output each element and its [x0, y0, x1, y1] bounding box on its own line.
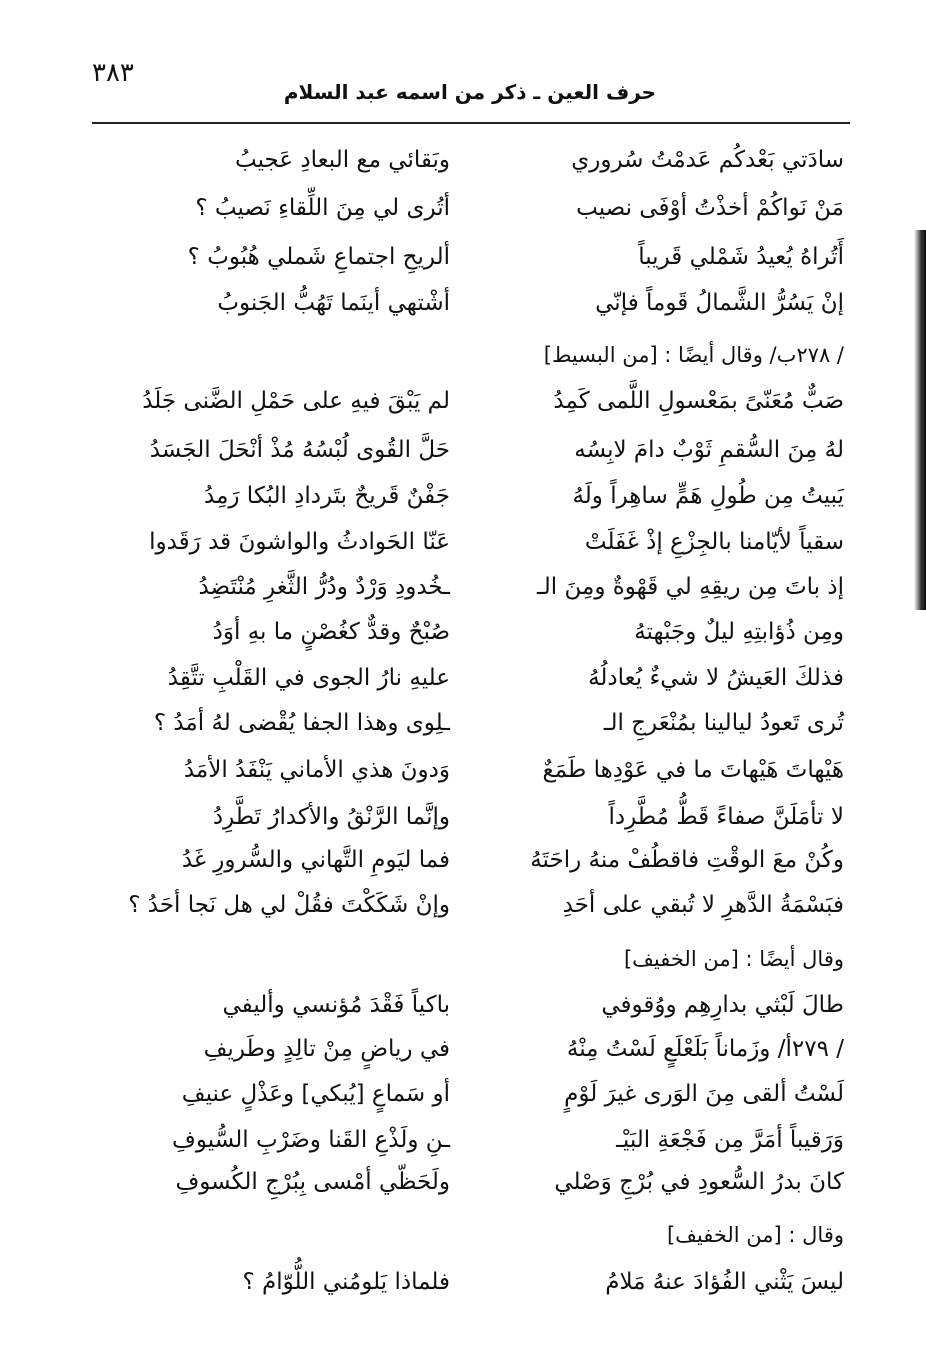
- poem1-left-line: وبَقائي مع البعادِ عَجيبُ: [235, 147, 450, 173]
- poem3-left-line: ـنِ ولَذْعِ القَنا وضَرْبِ السُّيوفِ: [172, 1127, 450, 1153]
- section-heading: وقال : [من الخفيف]: [666, 1223, 844, 1247]
- poem2-left-line: لم يَبْقَ فيهِ على حَمْلِ الضَّنى جَلَدُ: [142, 388, 450, 414]
- poem2-left-line: وَدونَ هذي الأماني يَنْفَدُ الأمَدُ: [183, 757, 450, 783]
- poem1-left-line: أتُرى لي مِنَ اللِّقاءِ نَصيبُ ؟: [195, 195, 450, 221]
- poem2-left-line: فما ليَومِ التَّهاني والسُّرورِ غَدُ: [181, 847, 450, 873]
- page-number: ٣٨٣: [92, 58, 134, 88]
- poem2-left-line: وإنْ شَكَكْتَ فقُلْ لي هل نَجا أحَدُ ؟: [128, 892, 450, 918]
- poem2-right-line: تُرى تَعودُ ليالينا بمُنْعَرجِ الـ: [603, 710, 844, 736]
- poem1-right-line: إنْ يَسُرُّ الشَّمالُ قَوماً فإنّي: [595, 290, 844, 316]
- header-rule: [92, 122, 850, 124]
- poem2-left-line: ـلِوى وهذا الجفا يُقْضى لهُ أمَدُ ؟: [153, 710, 450, 736]
- poem2-right-line: إذ باتَ مِن ريقِهِ لي قَهْوةٌ ومِنَ الـ: [537, 574, 844, 600]
- poem2-left-line: جَفْنٌ قَريحٌ بتَردادِ البُكا رَمِدُ: [204, 483, 450, 509]
- running-header: حرف العين ـ ذكر من اسمه عبد السلام: [283, 80, 657, 104]
- poem2-left-line: حَلَّ القُوى لُبْسُهُ مُذْ أنْحَلَ الجَسَدُ: [149, 437, 450, 463]
- section-heading: وقال أيضًا : [من الخفيف]: [623, 947, 844, 971]
- poem3-right-line: طالَ لَبْثي بدارِهِم ووُقوفي: [601, 992, 844, 1018]
- poem2-right-line: فبَسْمَةُ الدَّهرِ لا تُبقي على أحَدِ: [562, 892, 844, 918]
- poem1-left-line: أشْتهي أينَما تَهُبُّ الجَنوبُ: [217, 290, 450, 316]
- poem2-right-line: يَبيتُ مِن طُولِ هَمٍّ ساهِراً ولَهُ: [572, 483, 844, 509]
- scan-edge-shadow: [914, 230, 926, 610]
- poem2-left-line: وإنَّما الرَّنْقُ والأكدارُ تَطَّرِدُ: [212, 804, 450, 830]
- poem3-right-line: وَرَقيباً أمَرَّ مِن فَجْعَةِ البَيْـ: [616, 1127, 844, 1153]
- poem3-left-line: أو سَماعٍ [يُبكي] وعَذْلٍ عنيفِ: [181, 1081, 450, 1107]
- poem3-right-line: كانَ بدرُ السُّعودِ في بُرْجِ وَصْلي: [554, 1169, 844, 1195]
- poem3-left-line: في رياضٍ مِنْ تالِدٍ وطَريفِ: [203, 1036, 450, 1062]
- section-heading: / ٢٧٨ب/ وقال أيضًا : [من البسيط]: [543, 343, 844, 367]
- poem2-right-line: سقياً لأيّامنا بالجِزْعِ إذْ غَفَلَتْ: [584, 529, 844, 555]
- poem3-left-line: ولَحَظّي أمْسى بِبُرْجِ الكُسوفِ: [175, 1169, 450, 1195]
- poem2-right-line: لا تأمَلَنَّ صفاءً قَطُّ مُطَّرِداً: [608, 804, 844, 830]
- poem2-right-line: لهُ مِنَ السُّقمِ ثَوْبٌ دامَ لابِسُه: [574, 437, 844, 463]
- poem2-right-line: هَيْهاتَ هَيْهاتَ ما في عَوْدِها طَمَعٌ: [542, 757, 844, 783]
- poem1-right-line: سادَتي بَعْدكُم عَدمْتُ سُروري: [571, 147, 844, 173]
- poem2-left-line: عليهِ نارُ الجوى في القَلْبِ تتَّقِدُ: [167, 665, 450, 691]
- poem3-right-line: لَسْتُ ألقى مِنَ الوَرى غيرَ لَوْمٍ: [564, 1081, 844, 1107]
- poem4-left-line: فلماذا يَلومُني اللُّوّامُ ؟: [242, 1269, 450, 1295]
- poem3-left-line: باكياً فَقْدَ مُؤنسي وأليفي: [222, 992, 450, 1018]
- poem2-right-line: ومِن ذُؤابتِهِ ليلٌ وجَبْهتهُ: [634, 619, 844, 645]
- poem2-left-line: عَنّا الحَوادثُ والواشونَ قد رَقَدوا: [149, 529, 450, 555]
- poem1-left-line: ألريحِ اجتماعِ شَملي هُبُوبُ ؟: [187, 244, 450, 270]
- poem2-left-line: صُبْحٌ وقدٌّ كغُصْنٍ ما بهِ أوَدُ: [212, 619, 450, 645]
- poem1-right-line: أَتُراهُ يُعيدُ شَمْلي قَريباً: [638, 244, 844, 270]
- poem4-right-line: ليسَ يَثْني الفُؤادَ عنهُ مَلامُ: [605, 1269, 844, 1295]
- poem3-right-line: / ٢٧٩أ/ وزَماناً بَلَعْلَعٍ لَسْتُ مِنْهُ: [566, 1036, 844, 1062]
- poem1-right-line: مَنْ نَواكُمْ أخذْتُ أوْفَى نصيب: [576, 195, 844, 221]
- poem2-left-line: ـخُدودِ وَرْدٌ ودُرُّ الثَّغرِ مُنْتَضِدُ: [198, 574, 450, 600]
- poem2-right-line: فذلكَ العَيشُ لا شيءٌ يُعادلُهُ: [588, 665, 844, 691]
- poem2-right-line: صَبٌّ مُعَنّىً بمَعْسولِ اللَّمى كَمِدُ: [553, 388, 844, 414]
- poem2-right-line: وكُنْ معَ الوقْتِ فاقطُفْ منهُ راحَتَهُ: [530, 847, 844, 873]
